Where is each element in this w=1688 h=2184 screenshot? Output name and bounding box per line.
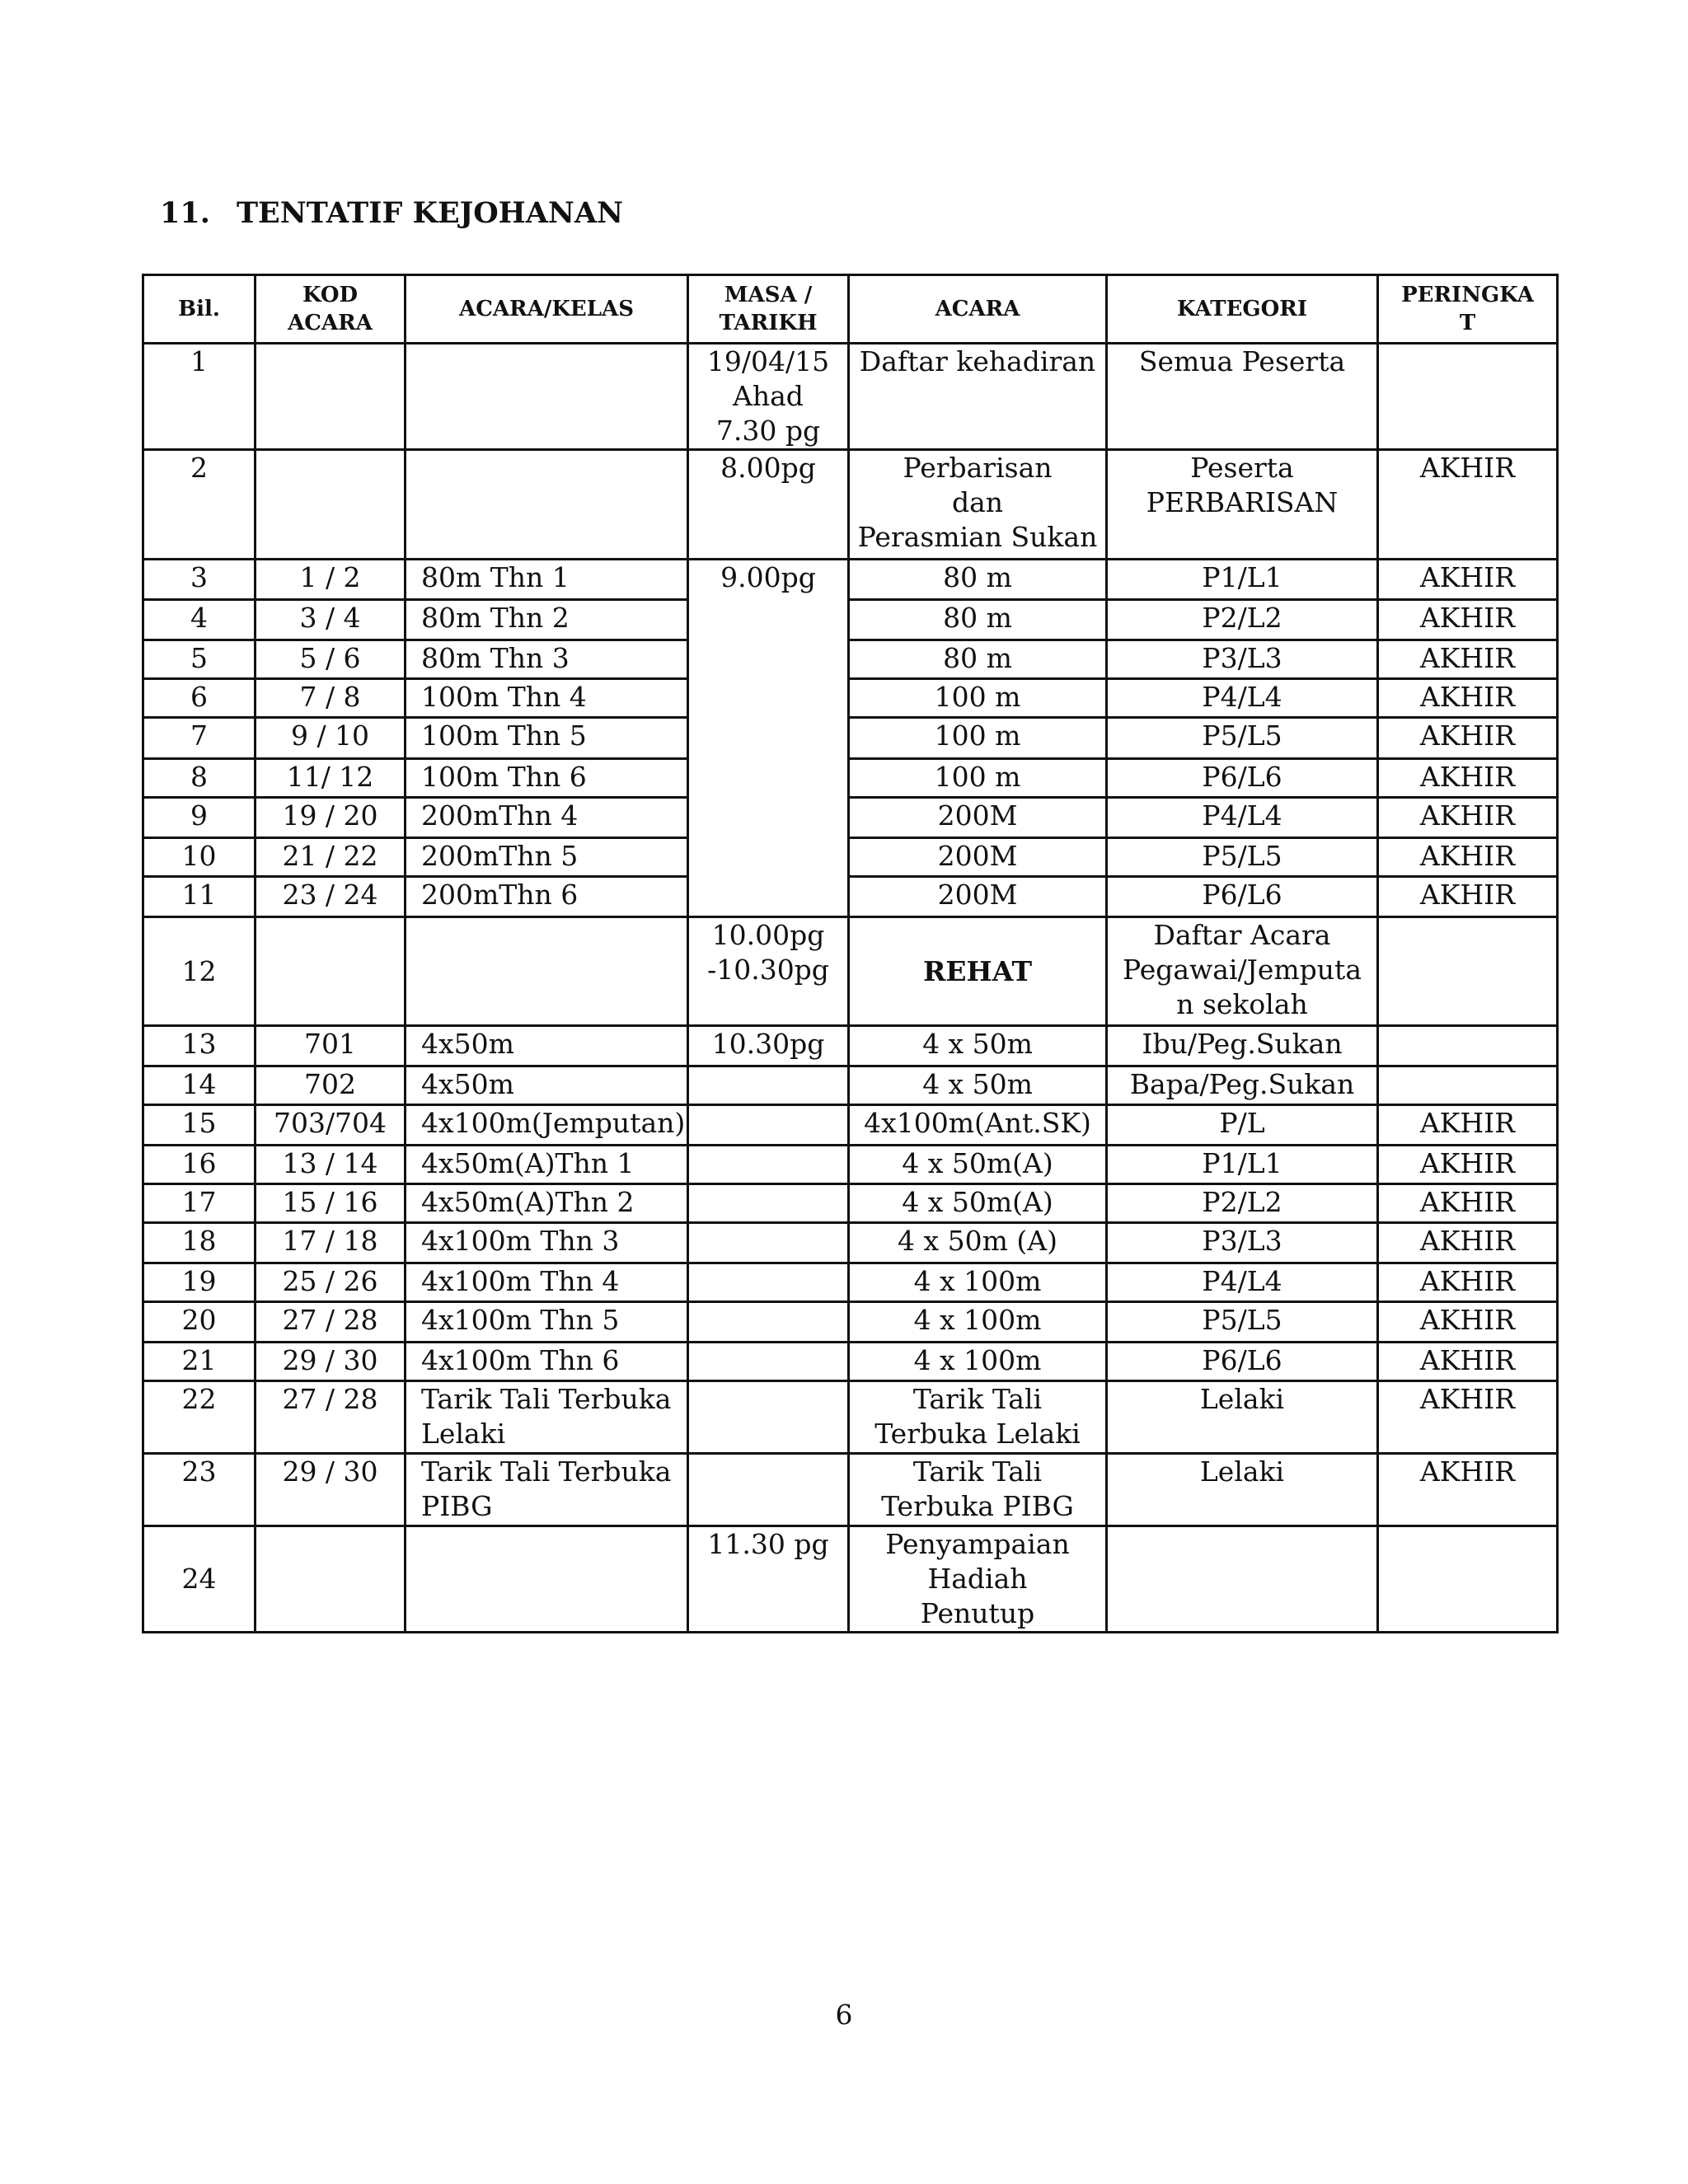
cell-acara-kelas: [406, 759, 688, 798]
cell-masa-tarikh-line: 19/04/15: [706, 345, 830, 377]
cell-kategori-line: Pegawai/Jemputa: [1122, 954, 1362, 986]
column-header-line: T: [1459, 311, 1476, 335]
cell-acara-line: 100 m: [934, 761, 1021, 793]
cell-kategori-line: Lelaki: [1199, 1383, 1285, 1415]
column-header-line: ACARA: [288, 311, 373, 335]
table-row: [143, 718, 1558, 759]
column-header-masa-tarikh: [688, 275, 849, 344]
cell-kod-acara: 29 / 30: [256, 1454, 406, 1526]
table-row: [143, 1026, 1558, 1066]
cell-kategori: [1107, 759, 1378, 798]
cell-kategori-line: Ibu/Peg.Sukan: [1142, 1028, 1343, 1060]
cell-kategori: [1107, 1146, 1378, 1184]
table-row: [143, 1184, 1558, 1223]
cell-acara-line: 80 m: [943, 602, 1012, 634]
cell-bil: 5: [143, 640, 256, 679]
cell-peringkat: AKHIR: [1378, 560, 1558, 600]
cell-kategori: [1107, 1263, 1378, 1302]
cell-kategori: [1107, 1526, 1378, 1633]
cell-acara-kelas-line: PIBG: [421, 1490, 493, 1522]
cell-acara-kelas: [406, 1381, 688, 1454]
cell-acara-kelas: [406, 640, 688, 679]
cell-kod-acara: 11/ 12: [256, 759, 406, 798]
schedule-table-header: [143, 275, 1558, 344]
cell-bil: 17: [143, 1184, 256, 1223]
cell-acara-kelas: [406, 838, 688, 877]
cell-acara-line: 100 m: [934, 719, 1021, 752]
cell-kategori: [1107, 877, 1378, 917]
cell-kod-acara: 1 / 2: [256, 560, 406, 600]
cell-acara-line: 4 x 50m: [922, 1068, 1033, 1100]
cell-acara: [849, 917, 1107, 1026]
cell-kod-acara: 19 / 20: [256, 798, 406, 838]
schedule-table: [142, 274, 1559, 1633]
cell-kategori-line: P6/L6: [1202, 879, 1282, 911]
cell-bil: 19: [143, 1263, 256, 1302]
cell-kategori: [1107, 560, 1378, 600]
cell-masa-tarikh: [688, 1526, 849, 1633]
cell-kod-acara: 21 / 22: [256, 838, 406, 877]
column-header-kod-acara: [256, 275, 406, 344]
table-row: [143, 917, 1558, 1026]
column-header-peringkat: [1378, 275, 1558, 344]
cell-acara-line: Perasmian Sukan: [857, 521, 1098, 553]
cell-kod-acara: [256, 917, 406, 1026]
column-header-line: KATEGORI: [1176, 297, 1308, 321]
cell-kategori: [1107, 1343, 1378, 1381]
cell-acara: [849, 1381, 1107, 1454]
cell-acara-kelas: [406, 1146, 688, 1184]
cell-acara: [849, 718, 1107, 759]
cell-peringkat: AKHIR: [1378, 1454, 1558, 1526]
cell-masa-tarikh: [688, 1223, 849, 1263]
cell-kod-acara: 13 / 14: [256, 1146, 406, 1184]
cell-acara: [849, 1105, 1107, 1146]
cell-acara: [849, 1263, 1107, 1302]
cell-acara-kelas-line: 100m Thn 6: [421, 761, 587, 793]
cell-acara-kelas-line: 100m Thn 4: [421, 681, 587, 713]
cell-masa-tarikh: [688, 344, 849, 450]
cell-acara-line: 200M: [937, 840, 1018, 872]
cell-acara: [849, 1302, 1107, 1343]
cell-kategori: [1107, 600, 1378, 640]
cell-acara-line: 4x100m(Ant.SK): [864, 1107, 1091, 1139]
cell-acara: [849, 1223, 1107, 1263]
cell-kategori: [1107, 1105, 1378, 1146]
cell-peringkat: AKHIR: [1378, 640, 1558, 679]
cell-acara-kelas: [406, 1454, 688, 1526]
cell-kategori-line: Bapa/Peg.Sukan: [1129, 1068, 1355, 1100]
cell-acara: [849, 798, 1107, 838]
cell-peringkat: [1378, 917, 1558, 1026]
cell-acara-kelas-line: 4x100m(Jemputan): [421, 1107, 686, 1139]
cell-bil: 14: [143, 1066, 256, 1105]
table-row: [143, 1343, 1558, 1381]
cell-kategori: [1107, 718, 1378, 759]
schedule-table-body: [143, 344, 1558, 1633]
column-header-line: KOD: [302, 283, 359, 307]
cell-kategori-line: P4/L4: [1202, 799, 1282, 832]
table-row: [143, 679, 1558, 718]
cell-acara: [849, 1526, 1107, 1633]
cell-kategori: [1107, 798, 1378, 838]
cell-peringkat: AKHIR: [1378, 1184, 1558, 1223]
cell-acara-kelas-line: 4x100m Thn 5: [421, 1304, 620, 1336]
cell-acara-line: Penutup: [920, 1597, 1035, 1629]
cell-acara: [849, 1343, 1107, 1381]
cell-acara-kelas-line: 4x100m Thn 4: [421, 1265, 620, 1297]
cell-kategori: [1107, 1302, 1378, 1343]
cell-kategori-line: P6/L6: [1202, 761, 1282, 793]
cell-kod-acara: [256, 450, 406, 560]
cell-masa-tarikh-line: 7.30 pg: [715, 415, 821, 447]
cell-acara-line: Perbarisan: [903, 452, 1053, 484]
cell-peringkat: AKHIR: [1378, 1105, 1558, 1146]
cell-kategori: [1107, 450, 1378, 560]
cell-acara: [849, 600, 1107, 640]
table-row: [143, 344, 1558, 450]
column-header-kategori: [1107, 275, 1378, 344]
cell-acara-line: 4 x 50m(A): [902, 1186, 1053, 1218]
section-heading: [160, 196, 623, 230]
cell-bil: 18: [143, 1223, 256, 1263]
cell-peringkat: [1378, 344, 1558, 450]
table-row: [143, 1454, 1558, 1526]
cell-kategori: [1107, 838, 1378, 877]
cell-acara-kelas-line: 4x50m: [421, 1068, 514, 1100]
cell-bil: 2: [143, 450, 256, 560]
cell-acara-line: Terbuka PIBG: [881, 1490, 1074, 1522]
cell-kategori-line: P3/L3: [1202, 1225, 1282, 1257]
cell-acara-line: 200M: [937, 879, 1018, 911]
cell-acara-kelas: [406, 1526, 688, 1633]
cell-peringkat: AKHIR: [1378, 1343, 1558, 1381]
cell-bil: 8: [143, 759, 256, 798]
cell-acara-line: REHAT: [922, 954, 1033, 987]
cell-acara: [849, 759, 1107, 798]
cell-bil: 9: [143, 798, 256, 838]
table-row: [143, 798, 1558, 838]
cell-kategori-line: n sekolah: [1176, 988, 1308, 1020]
cell-acara-line: 100 m: [934, 681, 1021, 713]
cell-masa-tarikh: [688, 1105, 849, 1146]
cell-masa-tarikh: [688, 1302, 849, 1343]
cell-acara-kelas: [406, 1026, 688, 1066]
cell-kod-acara: 29 / 30: [256, 1343, 406, 1381]
table-row: [143, 640, 1558, 679]
cell-kod-acara: 15 / 16: [256, 1184, 406, 1223]
cell-peringkat: AKHIR: [1378, 600, 1558, 640]
cell-bil: 15: [143, 1105, 256, 1146]
cell-masa-tarikh: [688, 1454, 849, 1526]
cell-masa-tarikh: [688, 1026, 849, 1066]
cell-bil: 1: [143, 344, 256, 450]
column-header-acara-kelas: [406, 275, 688, 344]
table-row: [143, 1105, 1558, 1146]
cell-acara-kelas-line: 200mThn 6: [421, 879, 579, 911]
cell-kod-acara: 27 / 28: [256, 1302, 406, 1343]
cell-peringkat: AKHIR: [1378, 1381, 1558, 1454]
cell-peringkat: AKHIR: [1378, 877, 1558, 917]
cell-acara-kelas: [406, 1066, 688, 1105]
cell-acara-kelas: [406, 600, 688, 640]
cell-acara-kelas: [406, 679, 688, 718]
cell-masa-tarikh-line: 9.00pg: [720, 561, 816, 593]
cell-kategori-line: Daftar Acara: [1153, 919, 1331, 951]
cell-acara-line: Hadiah: [927, 1563, 1028, 1595]
cell-peringkat: AKHIR: [1378, 679, 1558, 718]
cell-kategori-line: P1/L1: [1202, 1147, 1282, 1179]
cell-bil: 4: [143, 600, 256, 640]
cell-acara-kelas-line: 80m Thn 3: [421, 642, 570, 674]
cell-acara-kelas: [406, 1302, 688, 1343]
cell-kategori: [1107, 640, 1378, 679]
cell-masa-tarikh-line: Ahad: [733, 380, 804, 412]
cell-peringkat: [1378, 1066, 1558, 1105]
column-header-acara: [849, 275, 1107, 344]
cell-acara-kelas: [406, 1184, 688, 1223]
cell-masa-tarikh: [688, 1066, 849, 1105]
column-header-line: PERINGKA: [1401, 283, 1534, 307]
cell-kategori: [1107, 917, 1378, 1026]
column-header-line: ACARA/KELAS: [459, 297, 634, 321]
cell-kod-acara: 9 / 10: [256, 718, 406, 759]
cell-masa-tarikh: [688, 1146, 849, 1184]
cell-peringkat: AKHIR: [1378, 798, 1558, 838]
table-row: [143, 600, 1558, 640]
cell-masa-tarikh: [688, 917, 849, 1026]
cell-acara-kelas-line: 200mThn 4: [421, 799, 579, 832]
cell-acara: [849, 1066, 1107, 1105]
cell-acara-kelas-line: 80m Thn 1: [421, 561, 570, 593]
cell-kod-acara: 702: [256, 1066, 406, 1105]
cell-acara: [849, 877, 1107, 917]
cell-acara-line: 4 x 50m: [922, 1028, 1033, 1060]
cell-kategori-line: PERBARISAN: [1146, 486, 1339, 518]
table-row: [143, 759, 1558, 798]
table-row: [143, 1381, 1558, 1454]
cell-acara-line: Terbuka Lelaki: [874, 1418, 1081, 1450]
cell-acara-kelas: [406, 718, 688, 759]
cell-kod-acara: 701: [256, 1026, 406, 1066]
cell-acara: [849, 1146, 1107, 1184]
cell-masa-tarikh: [688, 560, 849, 917]
cell-acara-kelas-line: 4x100m Thn 6: [421, 1344, 620, 1376]
cell-acara-kelas: [406, 798, 688, 838]
cell-bil: 3: [143, 560, 256, 600]
cell-acara: [849, 679, 1107, 718]
cell-acara-kelas-line: 4x50m(A)Thn 2: [421, 1186, 635, 1218]
table-row: [143, 1066, 1558, 1105]
column-header-line: Bil.: [178, 297, 220, 321]
table-row: [143, 1526, 1558, 1633]
cell-kategori-line: Peserta: [1190, 452, 1294, 484]
table-row: [143, 560, 1558, 600]
cell-acara-line: 80 m: [943, 642, 1012, 674]
cell-acara-kelas-line: 200mThn 5: [421, 840, 579, 872]
cell-acara-kelas-line: Tarik Tali Terbuka: [421, 1455, 672, 1488]
cell-acara-line: Daftar kehadiran: [859, 345, 1096, 377]
cell-peringkat: AKHIR: [1378, 1223, 1558, 1263]
cell-bil: 7: [143, 718, 256, 759]
cell-peringkat: [1378, 1526, 1558, 1633]
cell-masa-tarikh: [688, 1184, 849, 1223]
cell-masa-tarikh: [688, 1343, 849, 1381]
cell-kod-acara: 7 / 8: [256, 679, 406, 718]
cell-acara: [849, 450, 1107, 560]
cell-kategori-line: P4/L4: [1202, 1265, 1282, 1297]
cell-masa-tarikh-line: 8.00pg: [720, 452, 816, 484]
cell-masa-tarikh-line: 10.00pg: [711, 919, 825, 951]
cell-acara-line: 4 x 100m: [913, 1344, 1042, 1376]
cell-kod-acara: [256, 344, 406, 450]
cell-kategori: [1107, 1026, 1378, 1066]
cell-acara-line: 4 x 50m(A): [902, 1147, 1053, 1179]
cell-bil: 23: [143, 1454, 256, 1526]
cell-acara: [849, 1184, 1107, 1223]
cell-acara-kelas: [406, 344, 688, 450]
table-row: [143, 450, 1558, 560]
cell-masa-tarikh: [688, 1381, 849, 1454]
cell-acara-line: 4 x 100m: [913, 1265, 1042, 1297]
cell-acara-kelas-line: 100m Thn 5: [421, 719, 587, 752]
cell-masa-tarikh: [688, 1263, 849, 1302]
cell-acara-kelas-line: 4x50m: [421, 1028, 514, 1060]
cell-peringkat: AKHIR: [1378, 1263, 1558, 1302]
cell-kategori: [1107, 344, 1378, 450]
cell-masa-tarikh: [688, 450, 849, 560]
table-row: [143, 1263, 1558, 1302]
cell-bil: 11: [143, 877, 256, 917]
cell-acara-kelas: [406, 560, 688, 600]
cell-peringkat: AKHIR: [1378, 759, 1558, 798]
cell-bil: 21: [143, 1343, 256, 1381]
table-row: [143, 877, 1558, 917]
cell-bil: 12: [143, 917, 256, 1026]
cell-kategori-line: P2/L2: [1202, 1186, 1282, 1218]
section-title: TENTATIF KEJOHANAN: [237, 196, 624, 230]
cell-peringkat: AKHIR: [1378, 718, 1558, 759]
cell-acara: [849, 640, 1107, 679]
cell-kategori-line: P5/L5: [1202, 840, 1282, 872]
cell-acara-line: 4 x 100m: [913, 1304, 1042, 1336]
cell-bil: 22: [143, 1381, 256, 1454]
cell-peringkat: AKHIR: [1378, 450, 1558, 560]
page-number: 6: [835, 1999, 853, 2031]
table-row: [143, 1223, 1558, 1263]
cell-bil: 6: [143, 679, 256, 718]
cell-kod-acara: 25 / 26: [256, 1263, 406, 1302]
column-header-line: MASA /: [724, 283, 813, 307]
cell-kod-acara: 5 / 6: [256, 640, 406, 679]
cell-acara-kelas-line: 4x100m Thn 3: [421, 1225, 620, 1257]
cell-acara-kelas-line: Tarik Tali Terbuka: [421, 1383, 672, 1415]
cell-kategori-line: P5/L5: [1202, 719, 1282, 752]
cell-acara-line: 80 m: [943, 561, 1012, 593]
table-row: [143, 838, 1558, 877]
cell-bil: 20: [143, 1302, 256, 1343]
cell-acara-kelas: [406, 1263, 688, 1302]
cell-acara-kelas: [406, 1343, 688, 1381]
table-row: [143, 1146, 1558, 1184]
cell-bil: 24: [143, 1526, 256, 1633]
cell-bil: 13: [143, 1026, 256, 1066]
cell-kategori-line: P1/L1: [1202, 561, 1282, 593]
cell-kategori: [1107, 1381, 1378, 1454]
cell-kategori: [1107, 1066, 1378, 1105]
cell-kategori-line: P/L: [1219, 1107, 1265, 1139]
cell-acara-line: 200M: [937, 799, 1018, 832]
cell-masa-tarikh-line: 11.30 pg: [707, 1528, 829, 1560]
cell-peringkat: AKHIR: [1378, 1302, 1558, 1343]
column-header-line: TARIKH: [719, 311, 818, 335]
column-header-line: ACARA: [935, 297, 1020, 321]
cell-peringkat: [1378, 1026, 1558, 1066]
cell-kategori-line: Lelaki: [1199, 1455, 1285, 1488]
cell-kategori: [1107, 1454, 1378, 1526]
cell-acara-line: Penyampaian: [885, 1528, 1070, 1560]
cell-acara-kelas: [406, 1223, 688, 1263]
cell-acara-kelas-line: 4x50m(A)Thn 1: [421, 1147, 635, 1179]
cell-masa-tarikh-line: 10.30pg: [711, 1028, 825, 1060]
table-row: [143, 1302, 1558, 1343]
cell-kategori-line: P2/L2: [1202, 602, 1282, 634]
cell-kategori: [1107, 679, 1378, 718]
cell-acara-kelas: [406, 450, 688, 560]
cell-kategori-line: Semua Peserta: [1138, 345, 1346, 377]
cell-acara-line: dan: [951, 486, 1004, 518]
cell-peringkat: AKHIR: [1378, 1146, 1558, 1184]
cell-kategori-line: P6/L6: [1202, 1344, 1282, 1376]
cell-acara: [849, 838, 1107, 877]
cell-kod-acara: 23 / 24: [256, 877, 406, 917]
cell-kod-acara: [256, 1526, 406, 1633]
cell-masa-tarikh-line: -10.30pg: [707, 954, 829, 986]
cell-acara-kelas: [406, 877, 688, 917]
section-number: 11.: [160, 196, 210, 230]
cell-bil: 10: [143, 838, 256, 877]
cell-acara: [849, 560, 1107, 600]
cell-bil: 16: [143, 1146, 256, 1184]
cell-kod-acara: 3 / 4: [256, 600, 406, 640]
cell-kategori: [1107, 1223, 1378, 1263]
cell-acara: [849, 1454, 1107, 1526]
cell-peringkat: AKHIR: [1378, 838, 1558, 877]
cell-acara-line: 4 x 50m (A): [898, 1225, 1057, 1257]
cell-acara-line: Tarik Tali: [912, 1383, 1043, 1415]
column-header-bil: [143, 275, 256, 344]
cell-kategori-line: P4/L4: [1202, 681, 1282, 713]
cell-acara: [849, 1026, 1107, 1066]
cell-kategori-line: P5/L5: [1202, 1304, 1282, 1336]
cell-kategori: [1107, 1184, 1378, 1223]
cell-acara-kelas-line: Lelaki: [421, 1418, 506, 1450]
cell-kod-acara: 27 / 28: [256, 1381, 406, 1454]
cell-acara-kelas: [406, 917, 688, 1026]
cell-kod-acara: 703/704: [256, 1105, 406, 1146]
cell-acara-line: Tarik Tali: [912, 1455, 1043, 1488]
cell-kod-acara: 17 / 18: [256, 1223, 406, 1263]
cell-acara-kelas: [406, 1105, 688, 1146]
cell-acara: [849, 344, 1107, 450]
cell-acara-kelas-line: 80m Thn 2: [421, 602, 570, 634]
cell-kategori-line: P3/L3: [1202, 642, 1282, 674]
